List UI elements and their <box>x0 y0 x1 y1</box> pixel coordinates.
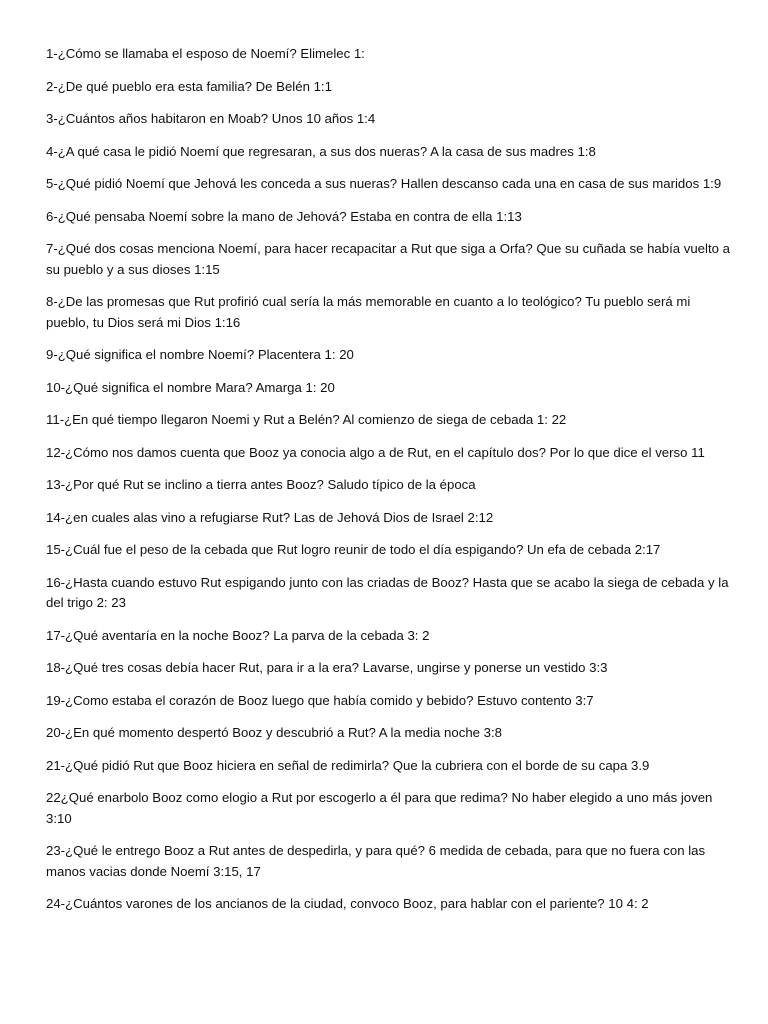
qa-item-20: 20-¿En qué momento despertó Booz y descubrió a Rut? A la media noche 3:8 <box>46 725 502 740</box>
question-answer-list <box>46 44 736 927</box>
qa-item-12: 12-¿Cómo nos damos cuenta que Booz ya conocia algo a de Rut, en el capítulo dos? Por lo que dice el verso 11 <box>46 444 705 460</box>
qa-item-22: 22¿Qué enarbolo Booz como elogio a Rut por escogerlo a él para que redima? No haber elegido a uno más joven 3:10 <box>46 790 713 826</box>
qa-item-5: 5-¿Qué pidió Noemí que Jehová les conceda a sus nueras? Hallen descanso cada una en casa de sus maridos 1:9 <box>46 176 722 191</box>
qa-item-2: 2-¿De qué pueblo era esta familia? De Belén 1:1 <box>46 78 332 94</box>
qa-item-4: 4-¿A qué casa le pidió Noemí que regresaran, a sus dos nueras? A la casa de sus madres 1:8 <box>46 143 596 159</box>
qa-item-13: 13-¿Por qué Rut se inclino a tierra antes Booz? Saludo típico de la época <box>46 477 476 492</box>
qa-item-19: 19-¿Como estaba el corazón de Booz luego que había comido y bebido? Estuvo contento 3:7 <box>46 692 594 708</box>
qa-item-21: 21-¿Qué pidió Rut que Booz hiciera en señal de redimirla? Que la cubriera con el borde de su capa 3.9 <box>46 757 650 773</box>
qa-item-18: 18-¿Qué tres cosas debía hacer Rut, para ir a la era? Lavarse, ungirse y ponerse un vestido 3:3 <box>46 660 608 675</box>
qa-item-14: 14-¿en cuales alas vino a refugiarse Rut? Las de Jehová Dios de Israel 2:12 <box>46 509 494 525</box>
qa-item-17: 17-¿Qué aventaría en la noche Booz? La parva de la cebada 3: 2 <box>46 627 430 643</box>
qa-item-15: 15-¿Cuál fue el peso de la cebada que Rut logro reunir de todo el día espigando? Un efa de cebada 2:17 <box>46 542 661 557</box>
qa-item-6: 6-¿Qué pensaba Noemí sobre la mano de Jehová? Estaba en contra de ella 1:13 <box>46 208 522 224</box>
qa-item-1: 1-¿Cómo se llamaba el esposo de Noemí? Elimelec 1: <box>46 46 365 61</box>
qa-item-7: 7-¿Qué dos cosas menciona Noemí, para hacer recapacitar a Rut que siga a Orfa? Que su cuñada se había vuelto a su pueblo y a sus dioses 1:15 <box>46 241 730 277</box>
qa-item-8: 8-¿De las promesas que Rut profirió cual sería la más memorable en cuanto a lo teológico? Tu pueblo será mi pueblo, tu Dios será mi Dios 1:16 <box>46 294 691 330</box>
qa-item-10: 10-¿Qué significa el nombre Mara? Amarga 1: 20 <box>46 379 335 395</box>
qa-item-9: 9-¿Qué significa el nombre Noemí? Placentera 1: 20 <box>46 347 354 362</box>
qa-item-24: 24-¿Cuántos varones de los ancianos de la ciudad, convoco Booz, para hablar con el pariente? 10 4: 2 <box>46 896 649 911</box>
qa-item-23: 23-¿Qué le entrego Booz a Rut antes de despedirla, y para qué? 6 medida de cebada, para que no fuera con las manos vacias donde Noemí 3:15, 17 <box>46 843 706 879</box>
qa-item-11: 11-¿En qué tiempo llegaron Noemi y Rut a Belén? Al comienzo de siega de cebada 1: 22 <box>46 412 567 427</box>
qa-item-3: 3-¿Cuántos años habitaron en Moab? Unos 10 años 1:4 <box>46 111 376 126</box>
qa-item-16: 16-¿Hasta cuando estuvo Rut espigando junto con las criadas de Booz? Hasta que se acabo la siega de cebada y la del trigo 2: 23 <box>46 574 729 610</box>
